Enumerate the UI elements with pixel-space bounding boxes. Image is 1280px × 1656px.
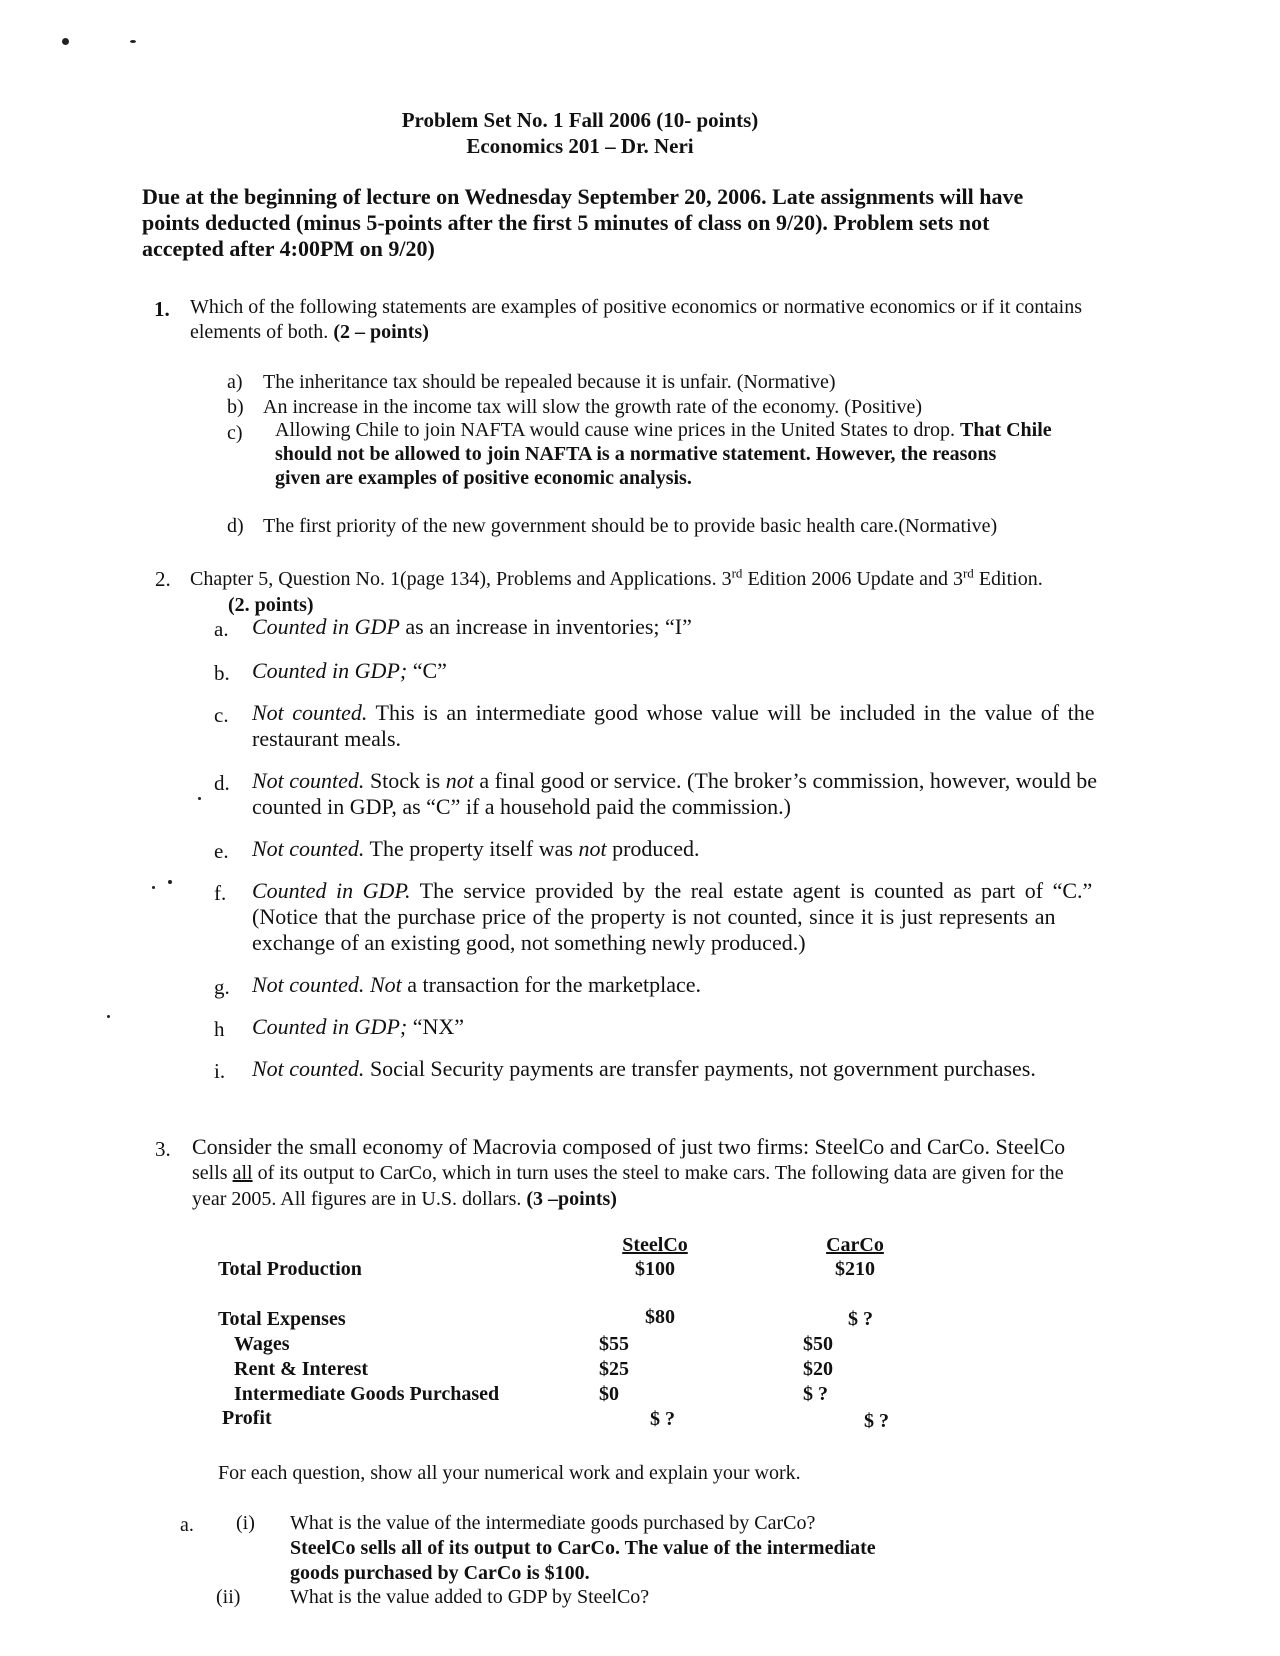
answer-text: given are examples of positive economic analysis. [275,467,692,489]
question-points: (2. points) [228,594,314,616]
superscript: rd [962,565,974,581]
answer-verdict: Not counted. [252,768,365,793]
row-label-wages: Wages [234,1333,290,1355]
scan-speck [107,1015,110,1018]
cell-car-production: $210 [835,1258,875,1280]
list-item-text-part: “C” [407,658,447,683]
cell-steel-profit: $ ? [650,1408,675,1430]
list-item-label: d. [214,771,230,795]
list-item-label: b. [214,661,230,685]
question-number: 3. [155,1137,171,1161]
cell-car-expenses: $ ? [848,1308,873,1330]
answer-verdict: Not counted. [252,700,368,725]
answer-verdict: Counted in GDP; [252,1014,408,1039]
list-item-label: c. [214,703,229,727]
due-line: Due at the beginning of lecture on Wednesday September 20, 2006. Late assignments will have [142,184,1024,209]
answer-text: That Chile [959,419,1052,441]
question-text-part: sells [192,1162,233,1184]
emphasis: Not [364,972,402,997]
list-item-text-part: Social Security payments are transfer payments, not government purchases. [364,1056,1036,1081]
list-item-text-part: as an increase in inventories; “I” [399,614,692,639]
list-item-text-part: The property itself was [364,836,579,861]
question-text: Which of the following statements are examples of positive economics or normative economics or if it contains [190,296,1082,318]
scan-speck [168,880,172,884]
subpart-question: What is the value of the intermediate goods purchased by CarCo? [290,1512,816,1534]
cell-steel-production: $100 [635,1258,675,1280]
answer-verdict: Not counted. [252,972,365,997]
question-points: (2 – points) [333,321,429,343]
answer-verdict: Not counted. [252,836,365,861]
answer-text: goods purchased by CarCo is $100. [290,1562,590,1584]
list-item-label: f. [214,881,227,905]
list-item-text-part: “NX” [407,1014,465,1039]
list-item-label: b) [227,396,244,418]
answer-verdict: Not counted. [252,1056,365,1081]
question-text [192,1160,1064,1186]
scan-speck [130,40,136,43]
answer-verdict: Counted in GDP; [252,658,408,683]
question-text-part: elements of both. [190,321,329,343]
cell-steel-intermediate: $0 [599,1383,619,1405]
question-points: (3 –points) [526,1188,617,1210]
emphasis: not [445,768,474,793]
list-item-label: h [214,1017,225,1041]
cell-steel-rent: $25 [599,1358,629,1380]
list-item-text [252,972,701,998]
list-item-text [252,700,1094,726]
list-item-label: i. [214,1059,226,1083]
question-number: 2. [155,567,171,591]
subpart-question: What is the value added to GDP by SteelCo? [290,1586,650,1608]
due-line: accepted after 4:00PM on 9/20) [142,236,435,261]
list-item-label: a. [214,617,229,641]
scan-speck [62,38,69,45]
question-text-part: of its output to CarCo, which in turn uses the steel to make cars. The following data are given for the [252,1162,1064,1184]
list-item-label: e. [214,839,229,863]
question-text-part: Edition. [973,568,1043,590]
column-header-steelco: SteelCo [622,1234,688,1256]
list-item-label: c) [227,422,243,444]
answer-verdict: Counted in GDP. [252,878,411,903]
page-title: Problem Set No. 1 Fall 2006 (10- points) [401,108,759,132]
question-text [192,1186,617,1212]
subpart-label: (ii) [216,1586,241,1608]
list-item-text [252,878,1092,904]
list-item-text-part: a transaction for the marketplace. [401,972,702,997]
due-line: points deducted (minus 5-points after the first 5 minutes of class on 9/20). Problem sets not [142,210,990,235]
list-item-text: counted in GDP, as “C” if a household paid the commission.) [252,794,791,819]
cell-car-rent: $20 [803,1358,833,1380]
list-item-text-part: The service provided by the real estate agent is counted as part of “C.” [410,878,1093,903]
list-item-text: exchange of an existing good, not something newly produced.) [252,930,806,955]
part-label: a. [180,1514,194,1536]
answer-text: SteelCo sells all of its output to CarCo. The value of the intermediate [290,1537,876,1559]
question-text-part: Chapter 5, Question No. 1(page 134), Problems and Applications. 3 [190,568,732,590]
list-item-text [275,417,1052,443]
list-item-text: The first priority of the new government should be to provide basic health care.(Normative) [263,515,998,537]
row-label-profit: Profit [222,1407,272,1429]
list-item-text-part: Allowing Chile to join NAFTA would cause wine prices in the United States to drop. [275,419,955,441]
superscript: rd [731,565,743,581]
row-label-total-expenses: Total Expenses [218,1308,346,1330]
list-item-text: restaurant meals. [252,726,402,751]
scan-speck [198,797,201,800]
question-text-part: year 2005. All figures are in U.S. dollars. [192,1188,522,1210]
list-item-text-part: This is an intermediate good whose value will be included in the value of the [367,700,1095,725]
list-item-text-part: Stock is [364,768,446,793]
row-label-total-production: Total Production [218,1258,362,1280]
list-item-text [252,614,692,640]
list-item-text [252,1014,464,1040]
list-item-text-part: produced. [606,836,700,861]
list-item-text [252,658,447,684]
question-text [190,566,1043,592]
question-text-part: Edition 2006 Update and 3 [742,568,963,590]
list-item-text: (Notice that the purchase price of the property is not counted, since it is just represents an [252,904,1056,929]
list-item-text [252,768,1097,794]
emphasis: all [232,1162,253,1184]
course-title: Economics 201 – Dr. Neri [466,134,694,158]
list-item-text-part: a final good or service. (The broker’s commission, however, would be [473,768,1097,793]
cell-car-intermediate: $ ? [803,1383,828,1405]
list-item-text [252,1056,1036,1082]
list-item-label: a) [227,371,243,393]
question-text [190,319,429,345]
question-text: Consider the small economy of Macrovia composed of just two firms: SteelCo and CarCo. SteelCo [192,1134,1066,1159]
answer-verdict: Counted in GDP [252,614,400,639]
list-item-text [252,836,699,862]
cell-car-profit: $ ? [864,1410,889,1432]
instructions: For each question, show all your numerical work and explain your work. [218,1462,801,1484]
list-item-label: g. [214,975,230,999]
answer-text: should not be allowed to join NAFTA is a normative statement. However, the reasons [275,443,997,465]
cell-steel-wages: $55 [599,1333,629,1355]
row-label-rent-interest: Rent & Interest [234,1358,369,1380]
list-item-text: The inheritance tax should be repealed because it is unfair. (Normative) [263,371,836,393]
question-number: 1. [154,297,170,321]
row-label-intermediate-goods: Intermediate Goods Purchased [234,1383,500,1405]
cell-car-wages: $50 [803,1333,833,1355]
emphasis: not [578,836,607,861]
subpart-label: (i) [236,1512,255,1534]
scan-speck [152,886,155,889]
cell-steel-expenses: $80 [645,1306,675,1328]
list-item-label: d) [227,515,244,537]
column-header-carco: CarCo [826,1234,884,1256]
list-item-text: An increase in the income tax will slow the growth rate of the economy. (Positive) [263,396,923,418]
